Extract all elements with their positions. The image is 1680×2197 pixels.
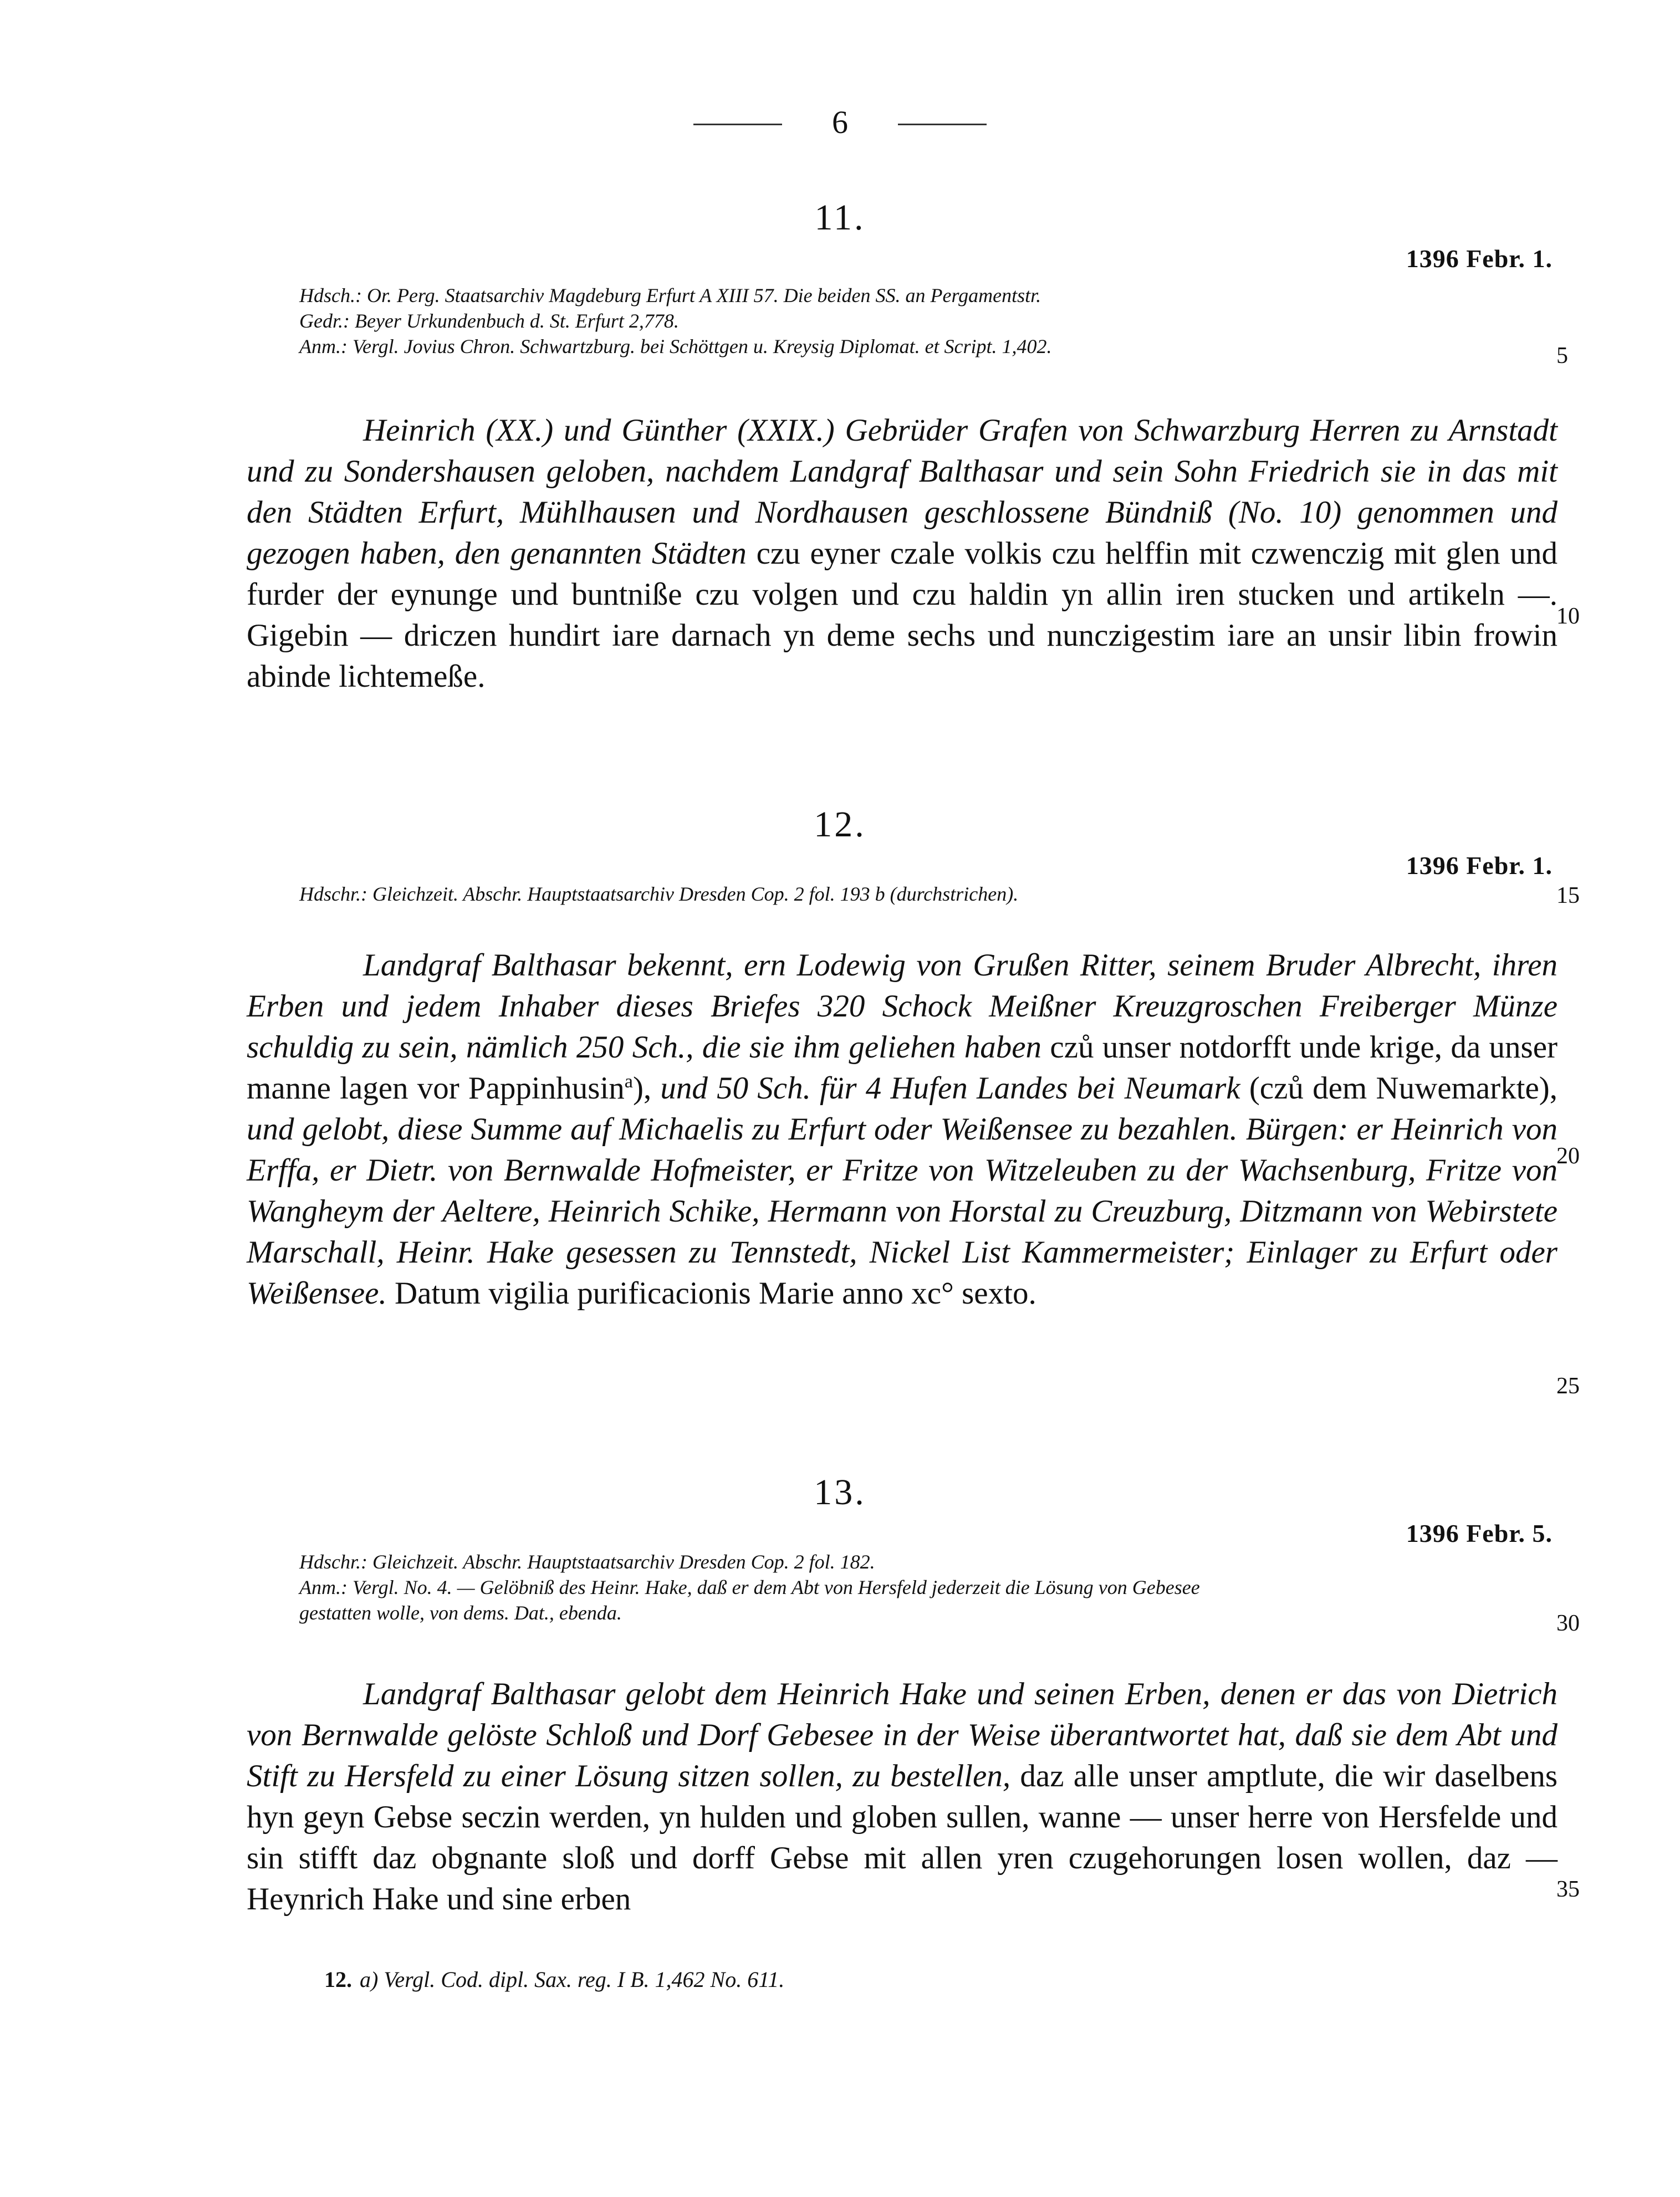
regest-text: Heinrich (XX.) und Günther (XXIX.) Gebrüder Grafen von Schwarzburg Herren zu Arnstadt und zu Sondershausen geloben, nachdem Landgraf Balthasar und sein Sohn Friedrich sie in das mit den Städten Erfurt, Mühlhausen und Nordhausen geschlossene Bündniß (No. 10) genommen und gezogen haben, den genannten Städten	[247, 413, 1558, 571]
line-number: 25	[1556, 1373, 1580, 1399]
page-number: 6	[832, 104, 848, 140]
document-text-11	[247, 410, 1558, 697]
document-text-12	[247, 945, 1558, 1314]
document-date-12: 1396 Febr. 1.	[1406, 851, 1553, 880]
document-date-13: 1396 Febr. 5.	[1406, 1519, 1553, 1547]
quoted-text: czů unser notdorfft unde krige, da unser manne lagen vor Pappinhusin	[247, 1030, 1558, 1106]
quoted-text: Datum vigilia purificacionis Marie anno xc° sexto.	[394, 1276, 1036, 1311]
footnote-marker: a	[624, 1071, 633, 1092]
meta-line: Gedr.: Beyer Urkundenbuch d. St. Erfurt 2,778.	[299, 310, 679, 332]
header-rule-right	[898, 124, 987, 125]
quoted-text-end: ),	[632, 1071, 652, 1106]
footnote-text: a) Vergl. Cod. dipl. Sax. reg. I B. 1,462 No. 611.	[360, 1967, 785, 1992]
meta-line: gestatten wolle, von dems. Dat., ebenda.	[299, 1602, 622, 1624]
document-number-12: 12.	[814, 804, 866, 845]
regest-text: Landgraf Balthasar gelobt dem Heinrich Hake und seinen Erben, denen er das von Dietrich von Bernwalde gelöste Schloß und Dorf Gebesee in der Weise überantwortet hat, daß sie dem Abt und Stift zu Hersfeld zu einer Lösung sitzen sollen, zu bestellen,	[247, 1677, 1558, 1794]
meta-line: Hdschr.: Gleichzeit. Abschr. Hauptstaatsarchiv Dresden Cop. 2 fol. 193 b (durchstrichen).	[299, 883, 1019, 905]
meta-line: Anm.: Vergl. Jovius Chron. Schwartzburg. bei Schöttgen u. Kreysig Diplomat. et Script. 1,402.	[299, 335, 1052, 357]
document-number-13: 13.	[814, 1472, 866, 1513]
line-number: 15	[1556, 883, 1580, 908]
regest-text: und gelobt, diese Summe auf Michaelis zu Erfurt oder Weißensee zu bezahlen. Bürgen: er Heinrich von Erffa, er Dietr. von Bernwalde Hofmeister, er Fritze von Witzeleuben zu der Wachsenburg, Fritze von Wangheym der Aeltere, Heinrich Schike, Hermann von Horstal zu Creuzburg, Ditzmann von Webirstete Marschall, Heinr. Hake gesessen zu Tennstedt, Nickel List Kammermeister; Einlager zu Erfurt oder Weißensee.	[247, 1112, 1558, 1311]
meta-line: Hdsch.: Or. Perg. Staatsarchiv Magdeburg Erfurt A XIII 57. Die beiden SS. an Pergamentstr.	[299, 284, 1041, 306]
line-number: 5	[1556, 343, 1568, 369]
footnote	[324, 1966, 784, 1992]
regest-text: Landgraf Balthasar bekennt, ern Lodewig von Grußen Ritter, seinem Bruder Albrecht, ihren Erben und jedem Inhaber dieses Briefes 320 Schock Meißner Kreuzgroschen Freiberger Münze schuldig zu sein, nämlich 250 Sch., die sie ihm geliehen haben	[247, 948, 1558, 1065]
page-header	[0, 100, 1680, 144]
document-meta-12	[299, 881, 1574, 907]
quoted-text: daz alle unser amptlute, die wir daselbens hyn geyn Gebse seczin werden, yn hulden und globen sullen, wanne — unser herre von Hersfelde und sin stifft daz obgnante sloß und dorff Gebse mit allen yren czugehorungen losen wollen, daz — Heynrich Hake und sine erben	[247, 1759, 1558, 1917]
quoted-text: czu eyner czale volkis czu helffin mit czwenczig mit glen und furder der eynunge und buntniße czu volgen und czu haldin yn allin iren stucken und artikeln —. Gigebin — driczen hundirt iare darnach yn deme sechs und nunczigestim iare an unsir libin frowin abinde lichtemeße.	[247, 536, 1558, 694]
line-number: 30	[1556, 1611, 1580, 1636]
document-number-11: 11.	[814, 197, 866, 238]
document-meta-13	[299, 1549, 1574, 1626]
document-text-13	[247, 1674, 1558, 1920]
line-number: 20	[1556, 1143, 1580, 1169]
regest-text: und 50 Sch. für 4 Hufen Landes bei Neumark	[660, 1071, 1240, 1106]
document-meta-11	[299, 283, 1574, 359]
footnote-number: 12.	[324, 1967, 352, 1992]
line-number: 10	[1556, 604, 1580, 629]
document-date-11: 1396 Febr. 1.	[1406, 244, 1553, 273]
header-rule-left	[693, 124, 782, 125]
meta-line: Hdschr.: Gleichzeit. Abschr. Hauptstaatsarchiv Dresden Cop. 2 fol. 182.	[299, 1551, 875, 1573]
line-number: 35	[1556, 1877, 1580, 1902]
quoted-text: (czů dem Nuwemarkte),	[1249, 1071, 1558, 1106]
meta-line: Anm.: Vergl. No. 4. — Gelöbniß des Heinr. Hake, daß er dem Abt von Hersfeld jederzeit die Lösung von Gebesee	[299, 1576, 1200, 1598]
